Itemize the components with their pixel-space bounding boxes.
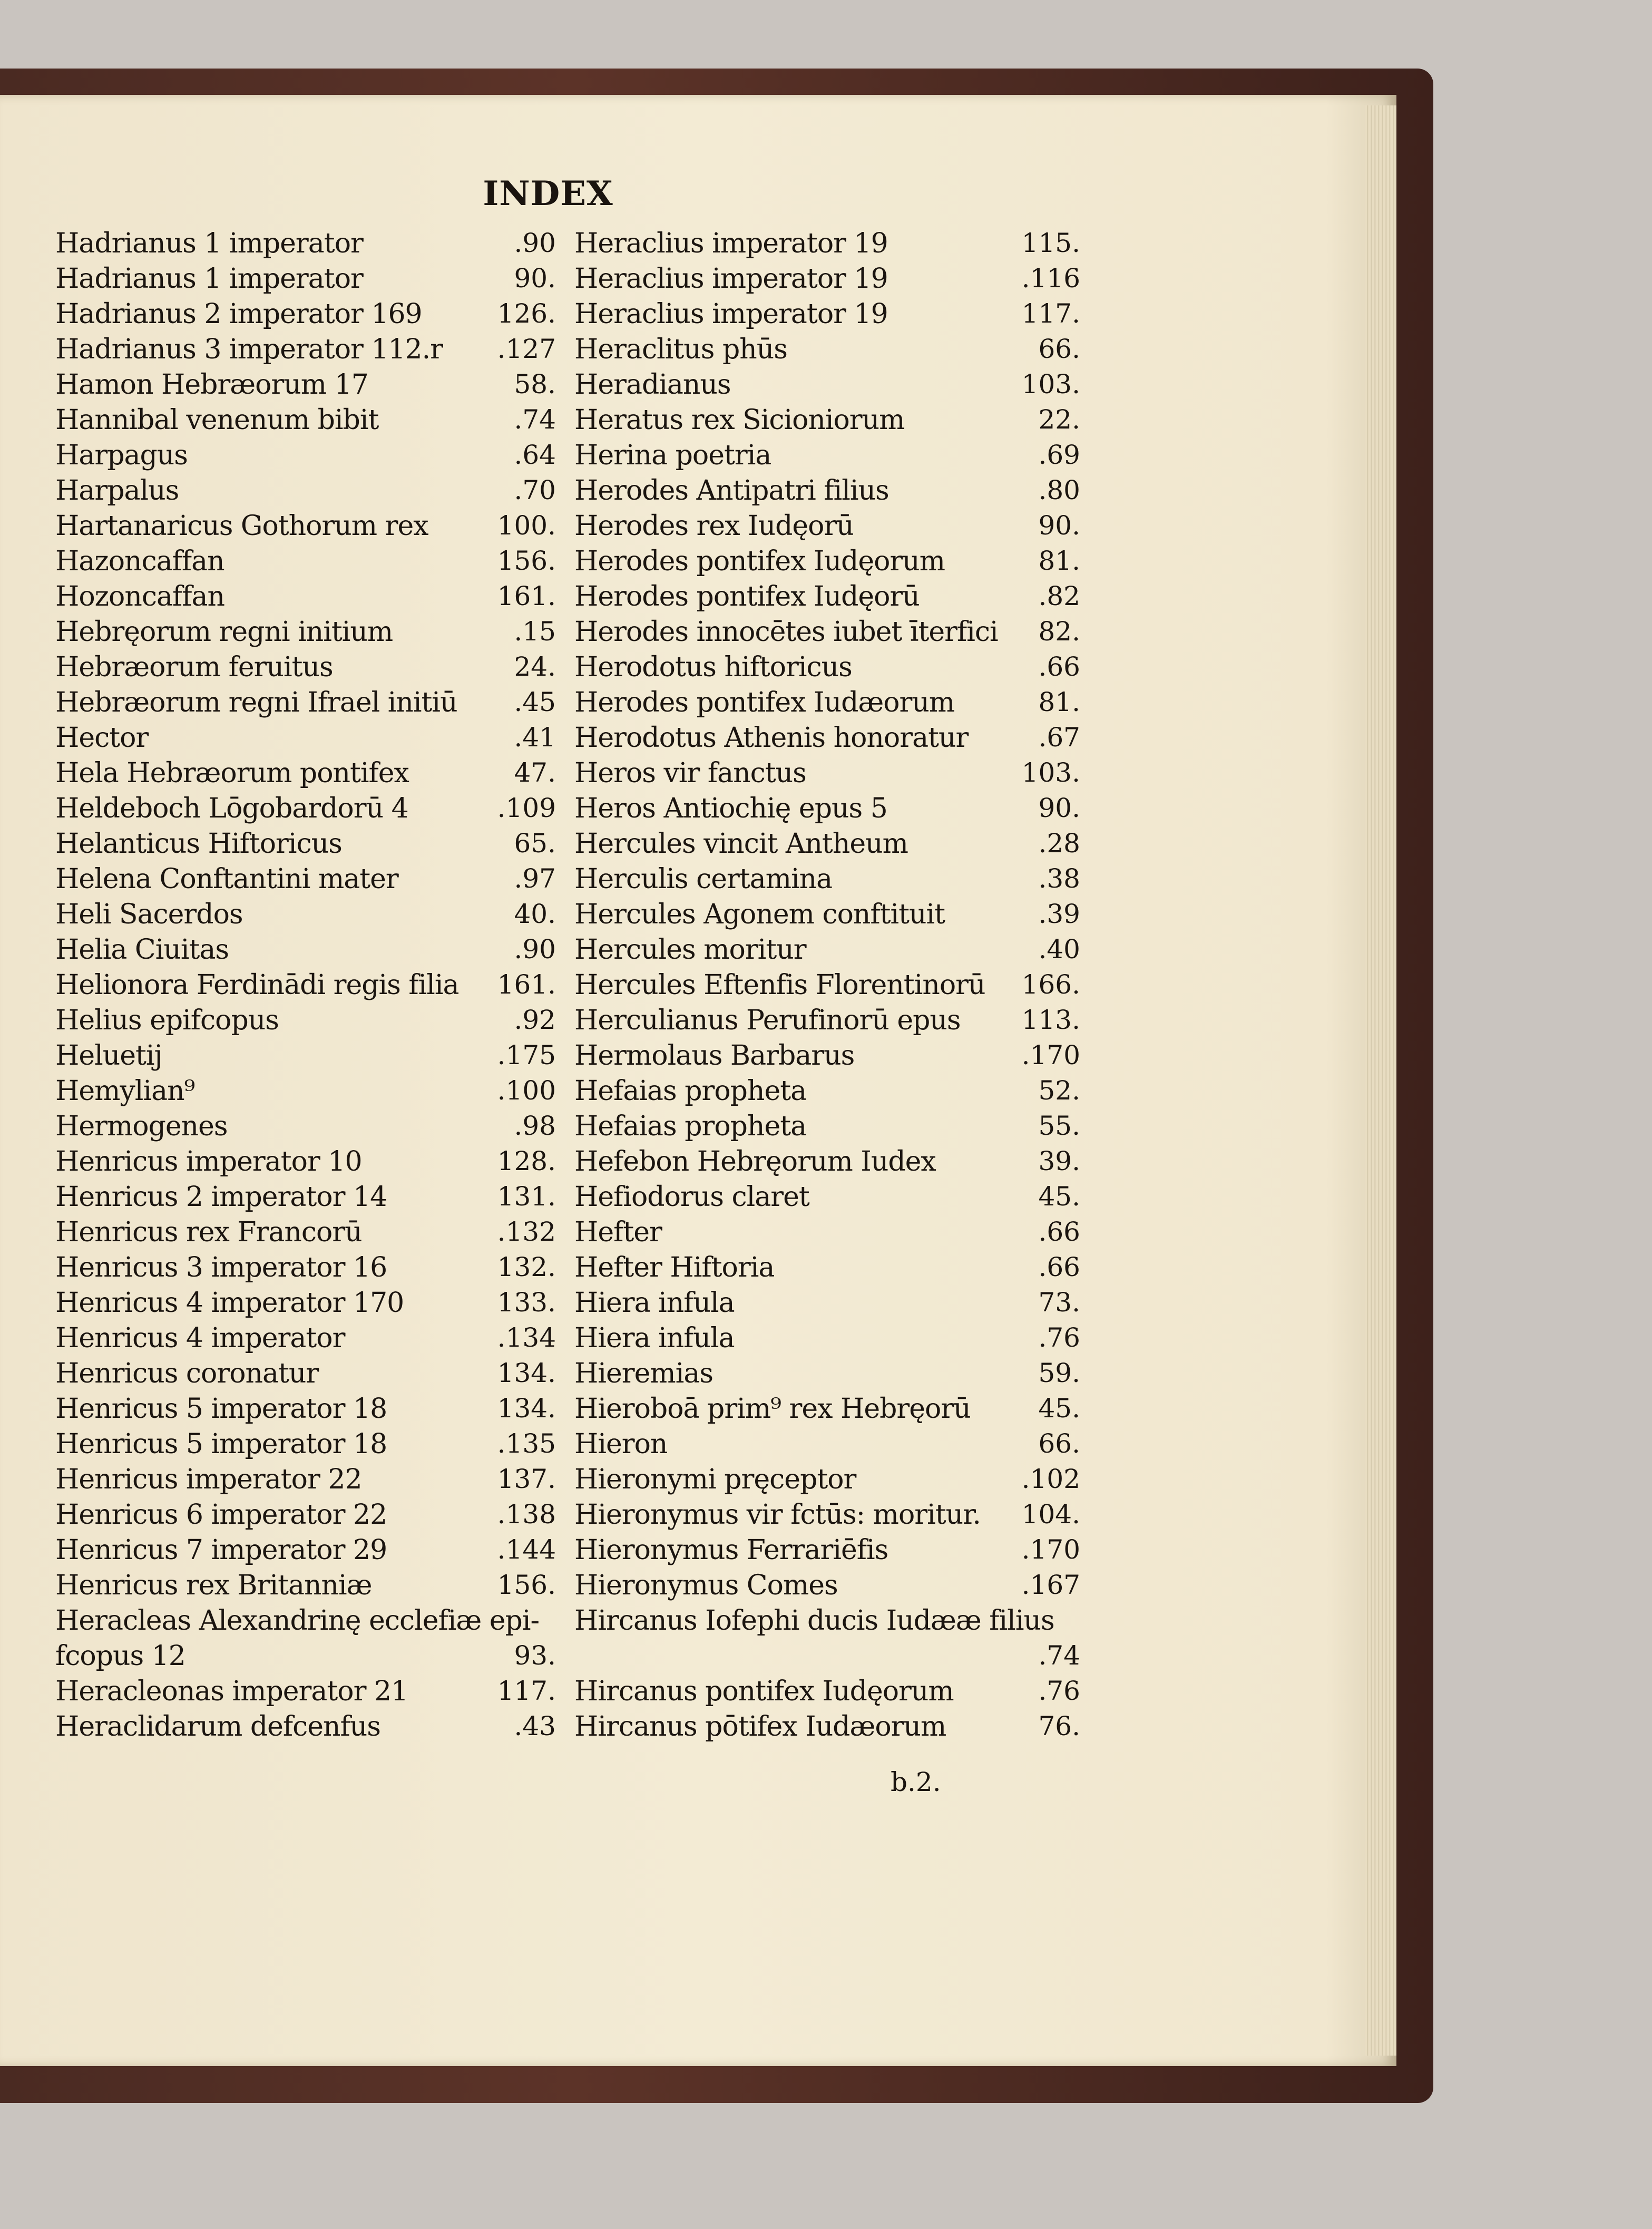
index-page-number: 58. [514,369,556,400]
index-page-number: 45. [1038,1181,1080,1212]
index-entry [55,228,556,263]
index-entry [574,687,1080,722]
index-page-number: 65. [514,828,556,859]
index-term: Herina poetria [574,440,771,471]
index-entry [55,1181,556,1216]
index-term: Hieremias [574,1358,713,1389]
index-entry [55,369,556,404]
index-entry [574,1252,1080,1287]
index-term: Herculis certamina [574,863,833,895]
index-term: Hannibal venenum bibit [55,404,379,436]
index-page-number: 24. [514,651,556,682]
index-entry [574,1570,1080,1605]
index-page-number: 132. [497,1252,556,1282]
index-entry [55,1358,556,1393]
index-entry [574,228,1080,263]
index-page-number: .82 [1038,581,1080,611]
index-term: Heraclitus phūs [574,334,787,365]
index-page-number: 161. [497,969,556,1000]
index-page-number: 166. [1021,969,1080,1000]
index-term: Herodes rex Iudęorū [574,510,854,542]
index-page-number: .100 [497,1075,556,1106]
index-entry [55,1040,556,1075]
index-term: Heraclius imperator 19 [574,228,888,259]
index-entry [55,651,556,687]
index-page-number: 22. [1038,404,1080,435]
index-entry [55,1111,556,1146]
index-term: Herodes Antipatri filius [574,475,889,507]
index-term: Hefaias propheta [574,1111,807,1142]
index-entry [574,369,1080,404]
index-entry [55,934,556,969]
index-page-number: .41 [514,722,556,753]
index-term: Hefaias propheta [574,1075,807,1107]
index-page-number: 156. [497,546,556,576]
index-entry [574,1499,1080,1534]
index-entry [55,263,556,298]
index-entry [574,1181,1080,1216]
index-entry [574,1005,1080,1040]
index-term: Hector [55,722,149,754]
index-term: Hiera infula [574,1322,735,1354]
index-page-number: .64 [514,440,556,470]
index-term: Hadrianus 2 imperator 169 [55,298,422,330]
index-entry [55,793,556,828]
index-term: Herculianus Perufinorū epus [574,1005,961,1036]
index-entry [574,1711,1080,1746]
index-entry [55,1464,556,1499]
index-term: Hela Hebræorum pontifex [55,757,409,789]
index-term: Herodes pontifex Iudæorum [574,687,955,718]
index-page-number: 73. [1038,1287,1080,1318]
index-term: Hircanus pōtifex Iudæorum [574,1711,946,1743]
index-term: Henricus coronatur [55,1358,319,1389]
index-page-number: .90 [514,934,556,965]
page-heading: INDEX [483,174,613,213]
index-page-number: .76 [1038,1676,1080,1706]
index-term: Harpalus [55,475,179,507]
index-page-number: 113. [1021,1005,1080,1035]
index-term: Henricus imperator 10 [55,1146,362,1177]
index-entry [55,1428,556,1464]
index-page-number: .170 [1021,1534,1080,1565]
index-entry [574,1322,1080,1358]
index-entry [574,440,1080,475]
index-entry [55,687,556,722]
index-page-number: 133. [497,1287,556,1318]
index-entry [574,1146,1080,1181]
index-page-number: 137. [497,1464,556,1494]
index-entry [55,1075,556,1111]
index-page-number: .70 [514,475,556,505]
index-page-number: 45. [1038,1393,1080,1424]
index-page-number: .39 [1038,899,1080,929]
signature-mark: b.2. [891,1767,941,1797]
index-term: Heradianus [574,369,731,401]
index-term: fcopus 12 [55,1640,185,1672]
index-entry [55,969,556,1005]
index-entry [55,1146,556,1181]
index-term: Henricus imperator 22 [55,1464,362,1495]
index-entry [574,828,1080,863]
index-term: Heraclius imperator 19 [574,263,888,295]
index-entry [574,1605,1080,1640]
index-term: Henricus 5 imperator 18 [55,1428,387,1460]
index-entry [55,510,556,546]
index-term: Hercules Agonem conftituit [574,899,945,930]
index-entry [574,298,1080,334]
index-page-number: 161. [497,581,556,611]
index-term: Hebræorum feruitus [55,651,333,683]
index-page-number: 117. [497,1676,556,1706]
index-page-number: .74 [514,404,556,435]
index-page-number: .76 [1038,1322,1080,1353]
index-term: Herodes pontifex Iudęorū [574,581,920,612]
index-page-number: .92 [514,1005,556,1035]
index-page-number: 55. [1038,1111,1080,1141]
index-entry [55,475,556,510]
index-entry [574,1464,1080,1499]
index-page-number: .90 [514,228,556,258]
index-page-number: 90. [1038,793,1080,823]
index-entry [574,1534,1080,1570]
index-term: Hadrianus 3 imperator 112.r [55,334,443,365]
index-term: Henricus 2 imperator 14 [55,1181,387,1213]
index-term: Hartanaricus Gothorum rex [55,510,428,542]
index-entry [55,1570,556,1605]
index-page-number: .28 [1038,828,1080,859]
index-entry [55,546,556,581]
index-entry [574,1640,1080,1676]
index-term: Hercules moritur [574,934,806,966]
index-term: Heluetij [55,1040,162,1072]
index-page-number: .74 [1038,1640,1080,1671]
index-page-number: 103. [1021,757,1080,788]
index-term: Hefter [574,1216,662,1248]
index-page-number: 40. [514,899,556,929]
index-entry [55,757,556,793]
index-entry [55,581,556,616]
index-page-number: .134 [497,1322,556,1353]
index-page-number: .135 [497,1428,556,1459]
index-page-number: 131. [497,1181,556,1212]
index-entry [574,1216,1080,1252]
index-term: Hadrianus 1 imperator [55,263,363,295]
index-page-number: 81. [1038,546,1080,576]
index-page-number: 126. [497,298,556,329]
index-page-number: .167 [1021,1570,1080,1600]
index-term: Heracleonas imperator 21 [55,1676,408,1707]
index-term: Hebræorum regni Ifrael initiū [55,687,457,718]
index-page-number: .15 [514,616,556,647]
index-term: Helia Ciuitas [55,934,229,966]
index-entry [574,1428,1080,1464]
index-page-number: 47. [514,757,556,788]
index-term: Henricus 4 imperator [55,1322,345,1354]
index-page-number: .116 [1021,263,1080,294]
index-page-number: 52. [1038,1075,1080,1106]
index-term: Hieronymus vir fctūs: moritur. [574,1499,981,1531]
index-page-number: 76. [1038,1711,1080,1741]
index-page-number: .138 [497,1499,556,1530]
index-term: Helena Conftantini mater [55,863,398,895]
index-entry [55,1252,556,1287]
index-page-number: 100. [497,510,556,541]
index-entry [55,863,556,899]
index-term: Hieronymus Comes [574,1570,838,1601]
index-term: Hefebon Hebręorum Iudex [574,1146,936,1177]
index-term: Henricus 3 imperator 16 [55,1252,387,1283]
index-term: Hefter Hiftoria [574,1252,775,1283]
index-entry [55,1287,556,1322]
index-term: Harpagus [55,440,188,471]
index-page-number: 90. [1038,510,1080,541]
index-page-number: .80 [1038,475,1080,505]
index-term: Hieroboā prim⁹ rex Hebręorū [574,1393,971,1425]
index-term: Hercules vincit Antheum [574,828,908,860]
index-term: Hermogenes [55,1111,228,1142]
index-page-number: 104. [1021,1499,1080,1530]
index-page-number: .175 [497,1040,556,1070]
index-term: Hefiodorus claret [574,1181,809,1213]
index-term: Heli Sacerdos [55,899,243,930]
index-term: Helionora Ferdinādi regis filia [55,969,459,1001]
index-page-number: .66 [1038,1252,1080,1282]
index-term: Hieronymi pręceptor [574,1464,856,1495]
index-page-number: .109 [497,793,556,823]
index-entry [574,1075,1080,1111]
index-entry [55,1640,556,1676]
index-entry [574,899,1080,934]
index-term: Heldeboch Lōgobardorū 4 [55,793,408,824]
index-entry [55,828,556,863]
index-entry [574,651,1080,687]
index-page-number: .40 [1038,934,1080,965]
index-entry [55,1005,556,1040]
index-page-number: 156. [497,1570,556,1600]
index-page-number: .69 [1038,440,1080,470]
index-page-number: .67 [1038,722,1080,753]
index-page-number: 128. [497,1146,556,1176]
index-entry [574,793,1080,828]
index-term: Heraclidarum defcenfus [55,1711,380,1743]
index-term: Hemylian⁹ [55,1075,195,1107]
index-term: Herodes pontifex Iudęorum [574,546,945,577]
index-page-number: .66 [1038,651,1080,682]
index-entry [55,616,556,651]
index-term: Henricus rex Britanniæ [55,1570,372,1601]
index-page-number: 103. [1021,369,1080,400]
index-page-number: .97 [514,863,556,894]
index-term: Henricus 5 imperator 18 [55,1393,387,1425]
index-entry [55,334,556,369]
index-entry [574,934,1080,969]
index-term: Henricus 6 imperator 22 [55,1499,387,1531]
index-entry [574,1358,1080,1393]
index-entry [55,1676,556,1711]
index-entry [55,1534,556,1570]
index-page-number: .45 [514,687,556,717]
index-term: Hircanus pontifex Iudęorum [574,1676,954,1707]
index-page-number: 93. [514,1640,556,1671]
index-entry [574,546,1080,581]
index-entry [55,298,556,334]
index-entry [574,404,1080,440]
index-entry [574,1676,1080,1711]
index-entry [55,440,556,475]
index-entry [574,510,1080,546]
index-entry [574,581,1080,616]
index-term: Heracleas Alexandrinę ecclefiæ epi- [55,1605,540,1637]
index-term: Hadrianus 1 imperator [55,228,363,259]
index-entry [574,475,1080,510]
index-page-number: 90. [514,263,556,294]
index-term: Hazoncaffan [55,546,224,577]
index-entry [55,722,556,757]
index-page-number: 134. [497,1393,556,1424]
index-entry [55,1605,556,1640]
index-entry [55,1499,556,1534]
index-page-number: 115. [1021,228,1080,258]
index-page-number: 66. [1038,1428,1080,1459]
index-page-number: 81. [1038,687,1080,717]
page-edges [1365,105,1396,2056]
index-term: Herodotus Athenis honoratur [574,722,969,754]
index-term: Henricus 7 imperator 29 [55,1534,387,1566]
index-term: Hamon Hebræorum 17 [55,369,368,401]
index-entry [574,1287,1080,1322]
index-entry [574,1111,1080,1146]
index-page-number: .38 [1038,863,1080,894]
index-entry [574,722,1080,757]
index-term: Heraclius imperator 19 [574,298,888,330]
index-page-number: .66 [1038,1216,1080,1247]
index-entry [55,1393,556,1428]
index-page-number: 82. [1038,616,1080,647]
index-entry [574,616,1080,651]
index-entry [574,969,1080,1005]
index-term: Hieronymus Ferrariēfis [574,1534,888,1566]
index-page-number: 117. [1021,298,1080,329]
index-entry [574,263,1080,298]
index-term: Herodes innocētes iubet īterfici [574,616,998,648]
index-term: Heros vir fanctus [574,757,806,789]
index-entry [574,1040,1080,1075]
index-term: Helius epifcopus [55,1005,279,1036]
index-page-number: .132 [497,1216,556,1247]
index-entry [574,863,1080,899]
index-column-right [574,228,1080,1756]
index-term: Hiera infula [574,1287,735,1319]
index-entry [55,404,556,440]
index-term: Herodotus hiftoricus [574,651,852,683]
index-term: Henricus 4 imperator 170 [55,1287,404,1319]
index-term: Hircanus Iofephi ducis Iudææ filius [574,1605,1054,1637]
index-page-number: 134. [497,1358,556,1388]
index-page-number: .127 [497,334,556,364]
index-page-number: .43 [514,1711,556,1741]
index-entry [55,1322,556,1358]
index-column-left [55,228,556,1756]
index-entry [55,1216,556,1252]
index-entry [574,1393,1080,1428]
index-term: Hieron [574,1428,668,1460]
index-page-number: .170 [1021,1040,1080,1070]
index-term: Hercules Eftenfis Florentinorū [574,969,985,1001]
index-term: Heratus rex Sicioniorum [574,404,905,436]
index-page-number: 39. [1038,1146,1080,1176]
index-page-number: 59. [1038,1358,1080,1388]
index-entry [55,899,556,934]
index-page-number: .144 [497,1534,556,1565]
index-entry [574,334,1080,369]
index-term: Hebręorum regni initium [55,616,393,648]
index-term: Heros Antiochię epus 5 [574,793,887,824]
index-term: Hermolaus Barbarus [574,1040,855,1072]
index-term: Helanticus Hiftoricus [55,828,342,860]
index-page-number: 66. [1038,334,1080,364]
index-page-number: .102 [1021,1464,1080,1494]
index-term: Hozoncaffan [55,581,224,612]
index-entry [574,757,1080,793]
index-term: Henricus rex Francorū [55,1216,362,1248]
index-page-number: .98 [514,1111,556,1141]
index-entry [55,1711,556,1746]
